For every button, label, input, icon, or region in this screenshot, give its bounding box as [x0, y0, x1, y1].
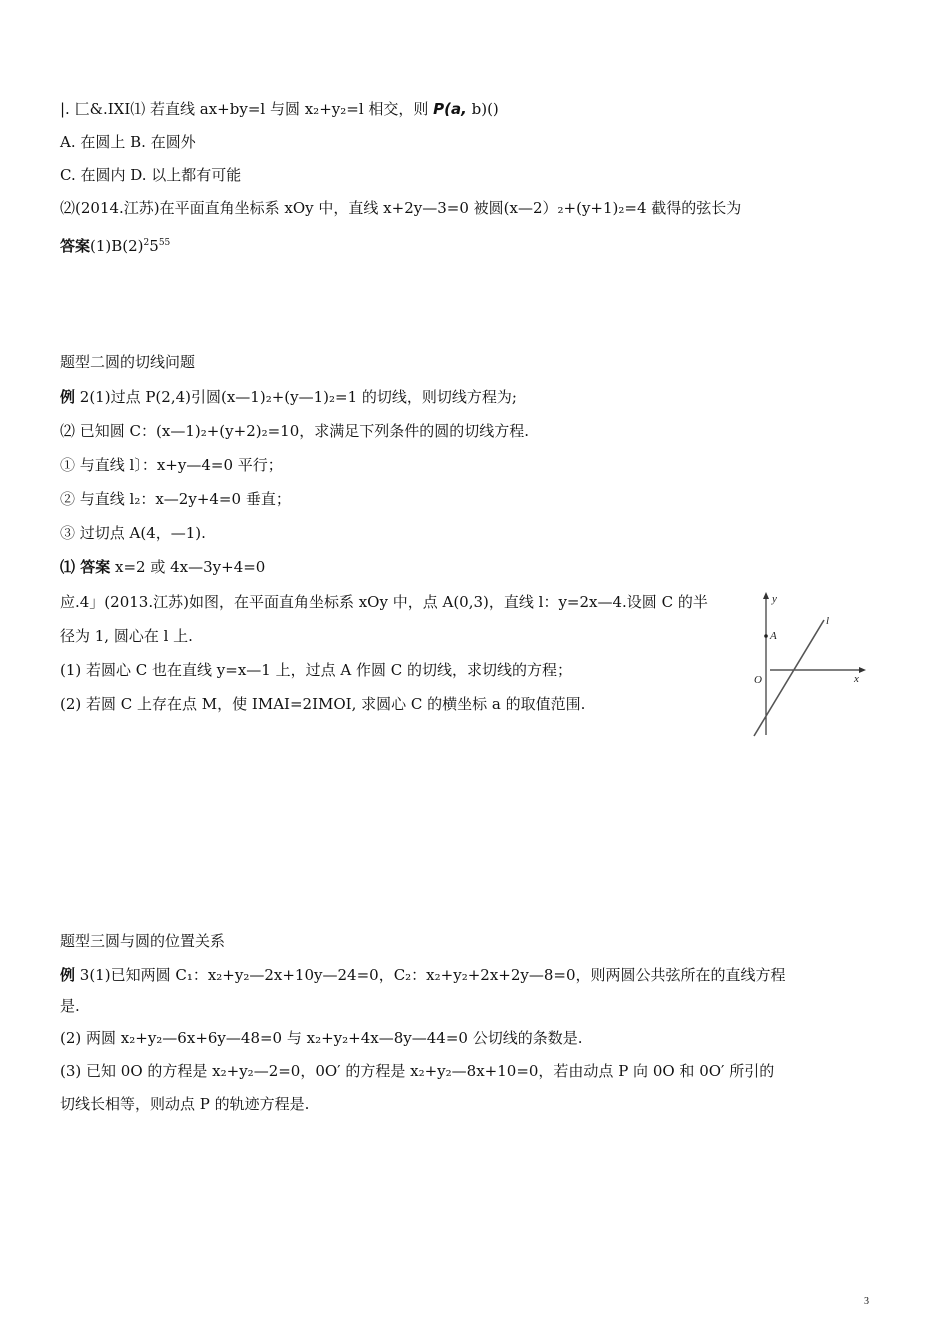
y-axis-arrow-icon — [763, 592, 769, 599]
q1-options-ab: A. 在圆上 B. 在圆外 — [60, 133, 196, 151]
example-3-part-2: (2) 两圆 x₂+y₂—6x+6y—48=0 与 x₂+y₂+4x—8y—44=0 公切线的条数是. — [60, 1029, 583, 1047]
example-2-part-2: ⑵ 已知圆 C：(x—1)₂+(y+2)₂=10，求满足下列条件的圆的切线方程. — [60, 422, 530, 440]
example-2-stem — [60, 387, 517, 407]
x-axis-label: x — [854, 673, 859, 685]
example-2-text: 2(1)过点 P(2,4)引圆(x—1)₂+(y—1)₂=1 的切线，则切线方程为; — [75, 388, 517, 406]
line-l — [754, 620, 824, 736]
answer-2-text: x=2 或 4x—3y+4=0 — [110, 558, 266, 576]
example-3-part-3-cont: 切线长相等，则动点 P 的轨迹方程是. — [60, 1095, 310, 1113]
problem-4-stem-cont: 径为 1, 圆心在 l 上. — [60, 627, 193, 645]
page-number: 3 — [864, 1296, 869, 1307]
section-heading-2: 题型二圆的切线问题 — [60, 353, 196, 371]
problem-4-part-1: (1) 若圆心 C 也在直线 y=x—1 上，过点 A 作圆 C 的切线，求切线的方程； — [60, 661, 572, 679]
q1-text: |. 匚&.IXI⑴ 若直线 ax+by=l 与圆 x₂+y₂=l 相交，则 — [60, 100, 429, 118]
answer-2 — [60, 557, 265, 577]
problem-4-stem: 应.4」(2013.江苏)如图，在平面直角坐标系 xOy 中，点 A(0,3)，直线 l：y=2x—4.设圆 C 的半 — [60, 593, 708, 611]
example-3-stem-cont: 是. — [60, 997, 80, 1015]
answer-label: 答案 — [60, 237, 91, 255]
q1-stem — [60, 99, 499, 119]
example-3-label: 例 — [60, 966, 76, 984]
x-axis-arrow-icon — [859, 667, 866, 673]
condition-3: ③ 过切点 A(4，—1). — [60, 524, 206, 542]
condition-1: ① 与直线 l〕：x+y—4=0 平行； — [60, 456, 283, 474]
example-3-text: 3(1)已知两圆 C₁：x₂+y₂—2x+10y—24=0，C₂：x₂+y₂+2x+2y—8=0，则两圆公共弦所在的直线方程 — [75, 966, 786, 984]
q1-point-end: b)() — [471, 100, 499, 118]
example-3-part-3: (3) 已知 0O 的方程是 x₂+y₂—2=0，0O′ 的方程是 x₂+y₂—8x+10=0，若由动点 P 向 0O 和 0O′ 所引的 — [60, 1062, 775, 1080]
problem-4-part-2: (2) 若圆 C 上存在点 M，使 IMAI=2IMOI, 求圆心 C 的横坐标 a 的取值范围. — [60, 695, 586, 713]
coordinate-figure — [750, 590, 870, 740]
example-3-stem — [60, 965, 786, 985]
answer-1 — [60, 233, 170, 256]
section-heading-3: 题型三圆与圆的位置关系 — [60, 932, 226, 950]
line-l-label: l — [826, 615, 830, 627]
point-a — [764, 634, 768, 638]
q2-stem: ⑵(2014.江苏)在平面直角坐标系 xOy 中，直线 x+2y—3=0 被圆(x—2）₂+(y+1)₂=4 截得的弦长为 — [60, 199, 742, 217]
answer-text: (1)B(2) — [90, 237, 144, 255]
example-2-label: 例 — [60, 388, 76, 406]
point-a-label: A — [770, 630, 777, 642]
q1-point: P(a, — [433, 100, 467, 118]
y-axis-label: y — [772, 593, 777, 605]
answer-text-2: 5 — [149, 237, 159, 255]
answer-sup-2: 55 — [158, 238, 171, 248]
q1-options-cd: C. 在圆内 D. 以上都有可能 — [60, 166, 242, 184]
answer-2-label: ⑴ 答案 — [60, 558, 111, 576]
origin-label: O — [754, 674, 762, 686]
condition-2: ② 与直线 l₂：x—2y+4=0 垂直； — [60, 490, 291, 508]
answer-sup-1: 2 — [143, 238, 150, 248]
